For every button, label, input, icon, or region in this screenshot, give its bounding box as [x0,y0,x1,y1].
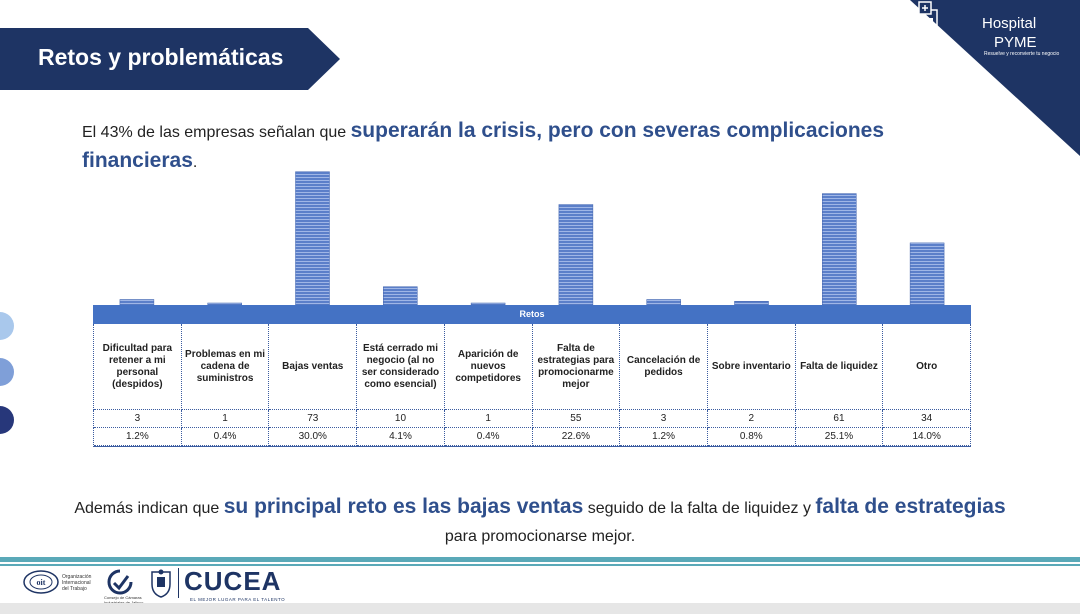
percent-value: 1.2% [620,428,708,446]
cucea-logo-text: CUCEA [184,566,282,596]
bar-2 [296,172,330,305]
logo-tagline: Resuelve y reconvierte tu negocio [984,51,1060,57]
outro-highlight2: falta de estrategias [815,495,1006,518]
bar-3 [383,287,417,305]
count-value: 1 [182,410,270,428]
oit-logo-icon [22,569,60,595]
outro-text [60,493,1020,551]
bar-9 [910,243,944,305]
category-label: Otro [883,324,971,410]
oit-text: Organización Internacional del Trabajo [62,574,92,592]
percent-value: 0.4% [445,428,533,446]
footer-line [0,557,1080,562]
percent-value: 0.8% [708,428,796,446]
count-row [93,410,971,428]
logo-name-line1: Hospital [982,15,1037,32]
outro-part3: para promocionarse mejor. [444,528,636,545]
percent-value: 22.6% [533,428,621,446]
intro-highlight: superarán la crisis, pero con severas complicaciones financieras [82,119,885,172]
count-value: 2 [708,410,796,428]
outro-part1: Además indican que [74,500,224,517]
page-title: Retos y problemáticas [38,44,284,70]
logo-name-line2: PYME [994,34,1037,51]
category-label: Problemas en mi cadena de suministros [182,324,270,410]
category-label: Aparición de nuevos competidores [445,324,533,410]
intro-suffix: . [192,154,198,171]
count-value: 10 [357,410,445,428]
percent-value: 0.4% [182,428,270,446]
chart-title: Retos [93,305,971,324]
cucea-separator [178,568,179,598]
category-label: Está cerrado mi negocio (al no ser considerado como esencial) [357,324,445,410]
count-value: 73 [269,410,357,428]
udg-shield-icon [149,568,173,598]
category-label: Falta de estrategias para promocionarme mejor [533,324,621,410]
category-label: Dificultad para retener a mi personal (despidos) [94,324,182,410]
cucea-slogan: EL MEJOR LUGAR PARA EL TALENTO [190,597,286,602]
count-value: 3 [94,410,182,428]
footer-bottom-bar [0,603,1080,614]
count-value: 3 [620,410,708,428]
percent-row [93,428,971,447]
category-row [93,324,971,410]
percent-value: 4.1% [357,428,445,446]
chart-data-table [93,305,971,447]
bar-5 [559,205,593,306]
chamber-text: Consejo de Cámaras [104,595,142,600]
intro-prefix: El 43% de las empresas señalan que [82,124,351,141]
footer-line-thin [0,564,1080,566]
outro-part2: seguido de la falta de liquidez y [583,500,816,517]
category-label: Falta de liquidez [796,324,884,410]
percent-value: 30.0% [269,428,357,446]
outro-highlight1: su principal reto es las bajas ventas [223,495,584,518]
category-label: Bajas ventas [269,324,357,410]
count-value: 61 [796,410,884,428]
bar-8 [822,194,856,305]
percent-value: 25.1% [796,428,884,446]
category-label: Sobre inventario [708,324,796,410]
category-label: Cancelación de pedidos [620,324,708,410]
count-value: 34 [883,410,971,428]
count-value: 55 [533,410,621,428]
svg-text:oit: oit [36,578,46,587]
chamber-logo-icon [106,569,134,595]
percent-value: 14.0% [883,428,971,446]
percent-value: 1.2% [94,428,182,446]
count-value: 1 [445,410,533,428]
